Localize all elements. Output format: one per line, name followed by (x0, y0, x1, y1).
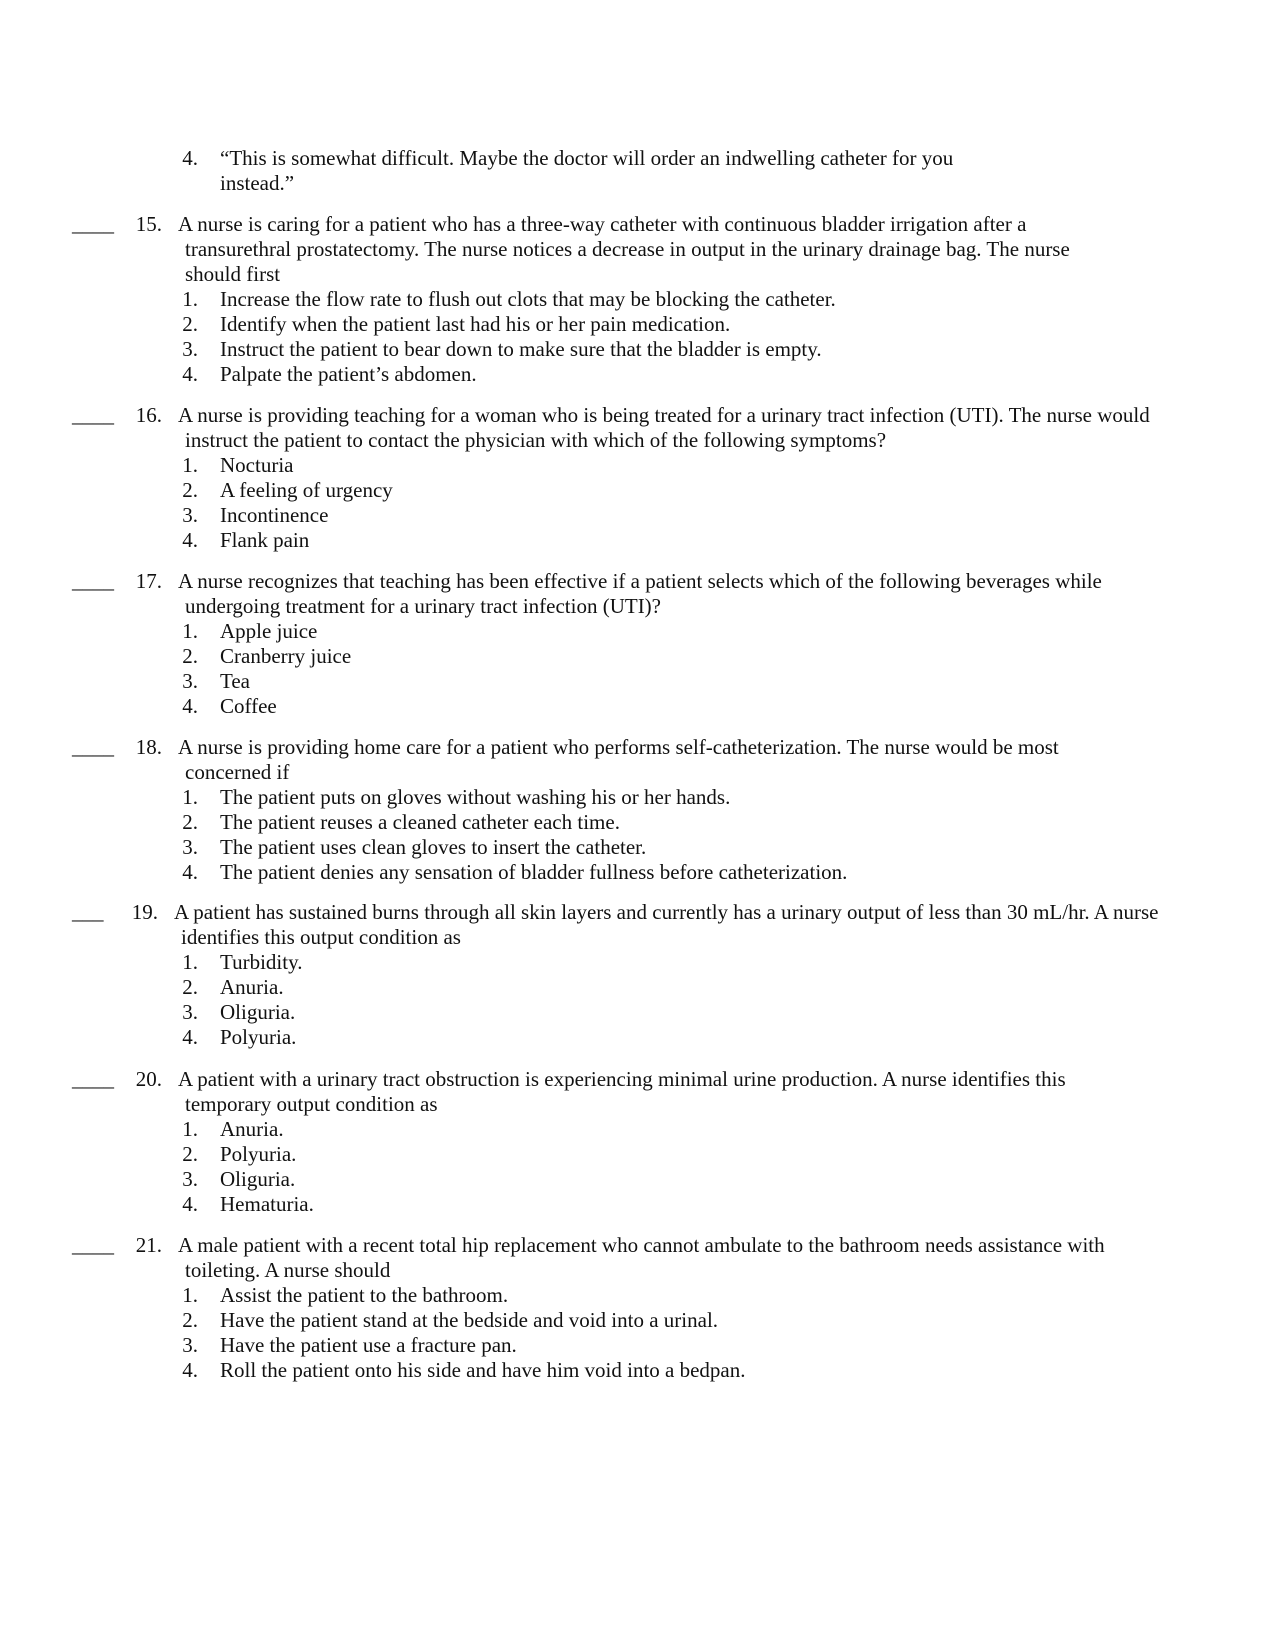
option-text: The patient reuses a cleaned catheter each time. (220, 810, 620, 834)
question-number: 16. (135, 403, 162, 427)
option-text: Identify when the patient last had his or her pain medication. (220, 312, 731, 336)
option-item (0, 1000, 1275, 1025)
option-text: A feeling of urgency (220, 478, 393, 502)
option-number: 2. (182, 1142, 198, 1166)
option-number: 4. (182, 1025, 198, 1049)
option-item (0, 950, 1275, 975)
option-number: 2. (182, 644, 198, 668)
option-number: 3. (182, 835, 198, 859)
option-text: Hematuria. (220, 1192, 314, 1216)
option-number: 4. (182, 528, 198, 552)
question-number: 20. (135, 1067, 162, 1091)
question-number: 15. (135, 212, 162, 236)
option-item (0, 1308, 1275, 1333)
option-item (0, 146, 1275, 196)
option-text: “This is somewhat difficult. Maybe the doctor will order an indwelling catheter for you instead.” (220, 146, 954, 195)
option-number: 4. (182, 860, 198, 884)
answer-blank[interactable]: ____ (72, 735, 114, 759)
option-number: 1. (182, 287, 198, 311)
option-number: 3. (182, 669, 198, 693)
answer-blank[interactable]: ____ (72, 569, 114, 593)
option-text: Incontinence (220, 503, 329, 527)
option-number: 3. (182, 1167, 198, 1191)
option-number: 4. (182, 694, 198, 718)
answer-blank[interactable]: ____ (72, 403, 114, 427)
option-list (0, 453, 1275, 553)
option-text: Flank pain (220, 528, 310, 552)
option-item (0, 287, 1275, 312)
option-text: Assist the patient to the bathroom. (220, 1283, 509, 1307)
option-item (0, 669, 1275, 694)
option-item (0, 337, 1275, 362)
option-list (0, 287, 1275, 387)
option-number: 2. (182, 975, 198, 999)
option-text: Polyuria. (220, 1025, 297, 1049)
option-list (0, 1117, 1275, 1217)
option-number: 1. (182, 1283, 198, 1307)
option-number: 4. (182, 362, 198, 386)
option-text: Turbidity. (220, 950, 303, 974)
option-text: Oliguria. (220, 1000, 296, 1024)
question-stem: A male patient with a recent total hip replacement who cannot ambulate to the bathroom needs assistance with toileting. A nurse should (178, 1233, 1105, 1282)
option-number: 1. (182, 950, 198, 974)
question-stem: A nurse recognizes that teaching has been effective if a patient selects which of the following beverages while undergoing treatment for a urinary tract infection (UTI)? (178, 569, 1102, 618)
option-text: Roll the patient onto his side and have him void into a bedpan. (220, 1358, 746, 1382)
question-number: 18. (135, 735, 162, 759)
option-item (0, 694, 1275, 719)
option-item (0, 528, 1275, 553)
option-text: Cranberry juice (220, 644, 352, 668)
option-number: 4. (182, 146, 198, 170)
option-text: Tea (220, 669, 251, 693)
option-number: 2. (182, 1308, 198, 1332)
option-text: Have the patient use a fracture pan. (220, 1333, 517, 1357)
question-stem: A nurse is caring for a patient who has a three-way catheter with continuous bladder irrigation after a transurethral prostatectomy. The nurse notices a decrease in output in the urinary drainage bag. The nurse should first (178, 212, 1070, 286)
option-item (0, 860, 1275, 885)
option-item (0, 1192, 1275, 1217)
option-item (0, 835, 1275, 860)
option-item (0, 312, 1275, 337)
option-item (0, 1117, 1275, 1142)
option-item (0, 785, 1275, 810)
option-text: Polyuria. (220, 1142, 297, 1166)
question-number: 19. (131, 900, 158, 924)
option-number: 2. (182, 478, 198, 502)
answer-blank[interactable]: ___ (72, 900, 104, 924)
option-number: 2. (182, 810, 198, 834)
question-number: 21. (135, 1233, 162, 1257)
question-number: 17. (135, 569, 162, 593)
carryover-option (0, 146, 1275, 196)
option-text: Have the patient stand at the bedside and void into a urinal. (220, 1308, 719, 1332)
option-number: 3. (182, 1000, 198, 1024)
question-stem: A patient has sustained burns through all skin layers and currently has a urinary output of less than 30 mL/hr. A nurse identifies this output condition as (174, 900, 1159, 949)
option-text: Oliguria. (220, 1167, 296, 1191)
option-number: 1. (182, 785, 198, 809)
option-item (0, 1283, 1275, 1308)
option-text: Anuria. (220, 975, 284, 999)
option-list (0, 785, 1275, 885)
option-text: Anuria. (220, 1117, 284, 1141)
option-text: The patient uses clean gloves to insert the catheter. (220, 835, 647, 859)
option-item (0, 1142, 1275, 1167)
option-item (0, 810, 1275, 835)
question-stem: A nurse is providing home care for a patient who performs self-catheterization. The nurse would be most concerned if (178, 735, 1059, 784)
option-item (0, 362, 1275, 387)
option-text: Palpate the patient’s abdomen. (220, 362, 477, 386)
option-item (0, 975, 1275, 1000)
option-item (0, 1358, 1275, 1383)
option-text: The patient puts on gloves without washing his or her hands. (220, 785, 731, 809)
answer-blank[interactable]: ____ (72, 212, 114, 236)
option-text: Coffee (220, 694, 277, 718)
option-number: 1. (182, 619, 198, 643)
option-number: 1. (182, 1117, 198, 1141)
option-number: 3. (182, 503, 198, 527)
option-item (0, 478, 1275, 503)
option-item (0, 453, 1275, 478)
option-list (0, 1283, 1275, 1383)
option-list (0, 950, 1275, 1050)
option-item (0, 1167, 1275, 1192)
option-number: 2. (182, 312, 198, 336)
option-text: The patient denies any sensation of bladder fullness before catheterization. (220, 860, 848, 884)
option-item (0, 503, 1275, 528)
option-list (0, 619, 1275, 719)
option-text: Increase the flow rate to flush out clots that may be blocking the catheter. (220, 287, 836, 311)
question-stem: A nurse is providing teaching for a woman who is being treated for a urinary tract infection (UTI). The nurse would instruct the patient to contact the physician with which of the following symptoms? (178, 403, 1150, 452)
option-item (0, 619, 1275, 644)
option-number: 3. (182, 1333, 198, 1357)
option-text: Apple juice (220, 619, 318, 643)
answer-blank[interactable]: ____ (72, 1233, 114, 1257)
option-item (0, 644, 1275, 669)
question-stem: A patient with a urinary tract obstruction is experiencing minimal urine production. A nurse identifies this temporary output condition as (178, 1067, 1066, 1116)
option-number: 4. (182, 1358, 198, 1382)
option-number: 4. (182, 1192, 198, 1216)
option-item (0, 1333, 1275, 1358)
option-text: Instruct the patient to bear down to make sure that the bladder is empty. (220, 337, 822, 361)
option-text: Nocturia (220, 453, 294, 477)
option-number: 3. (182, 337, 198, 361)
option-item (0, 1025, 1275, 1050)
answer-blank[interactable]: ____ (72, 1067, 114, 1091)
option-number: 1. (182, 453, 198, 477)
